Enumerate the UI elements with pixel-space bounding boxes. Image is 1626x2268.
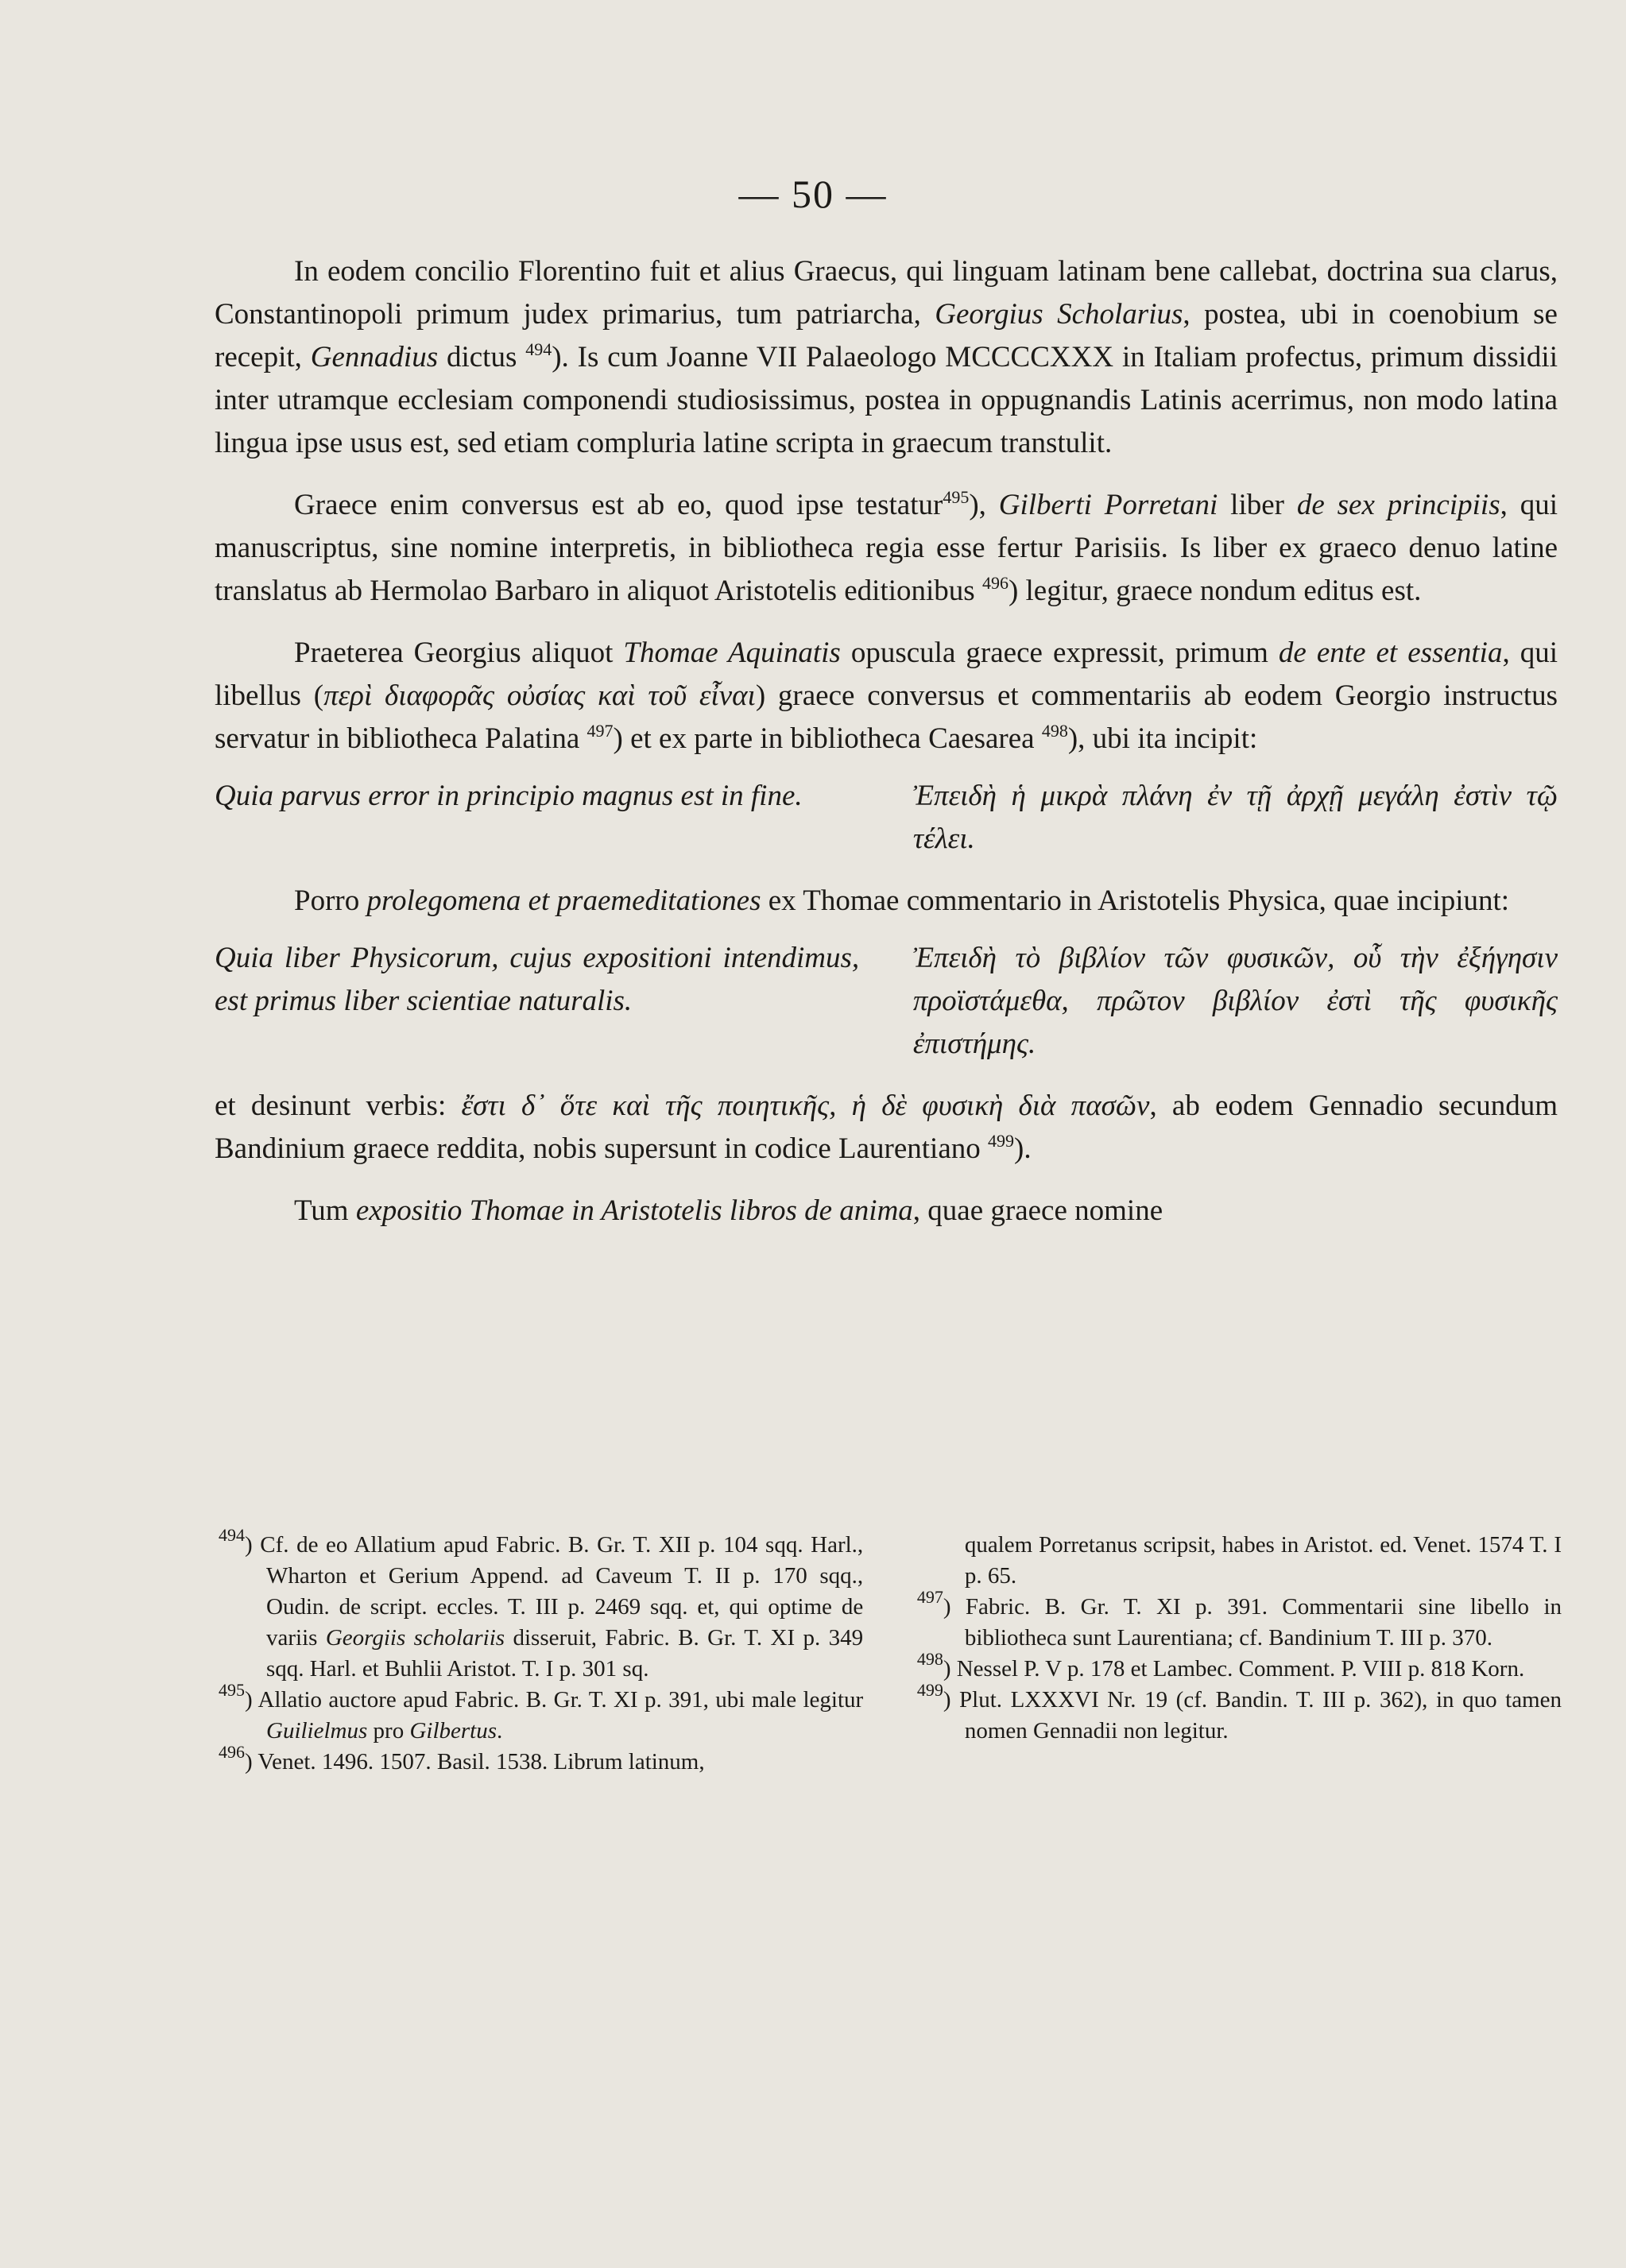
footnotes-left-column — [219, 1525, 864, 1778]
italic-name: Thomae Aquinatis — [623, 637, 841, 669]
footnotes-right-column — [917, 1530, 1562, 1778]
text-run: ) Allatio auctore apud Fabric. B. Gr. T. XI p. 391, ubi male legitur — [245, 1687, 864, 1713]
main-text — [215, 250, 1558, 1233]
latin-quote: Quia parvus error in principio magnus est in fine. — [215, 780, 803, 812]
footnote-ref: 498 — [1041, 721, 1068, 741]
footnote-ref: 494 — [525, 339, 552, 359]
text-run: ex Thomae commentario in Aristotelis Physica, quae incipiunt: — [761, 884, 1510, 917]
footnote-497 — [916, 1587, 1562, 1654]
footnote-496 — [219, 1742, 863, 1778]
text-run: , quae graece nomine — [912, 1194, 1163, 1227]
text-run: , postea, ubi in coenobium se recepit, — [215, 298, 1558, 373]
text-run: Tum — [294, 1194, 356, 1227]
paragraph-5 — [215, 1085, 1558, 1171]
text-run: ), — [969, 489, 999, 521]
greek-phrase: ἔστι δ᾽ ὅτε καὶ τῆς ποιητικῆς, ἡ δὲ φυσικὴ διὰ πασῶν — [461, 1089, 1150, 1122]
text-run: disseruit, Fabric. B. Gr. T. XI p. 349 sqq. Harl. et Buhlii Aristot. T. I p. 301 sq. — [266, 1625, 864, 1682]
text-run: opuscula graece expressit, primum — [840, 637, 1279, 669]
text-run: ) Cf. de eo Allatium apud Fabric. B. Gr. T. XII p. 104 sqq. Harl., Wharton et Gerium Append. ad Caveum T. II p. 170 sqq., Oudin. de script. eccles. T. III p. 2469 sqq. et, qui optime de variis — [245, 1532, 864, 1651]
footnote-ref: 496 — [981, 573, 1009, 593]
quotation-2 — [215, 937, 1558, 1066]
text-run: . — [497, 1718, 503, 1744]
greek-quote: Ἐπειδὴ τὸ βιβλίον τῶν φυσικῶν, οὗ τὴν ἐξήγησιν προϊστάμεθα, πρῶτον βιβλίον ἐστὶ τῆς φυσικῆς ἐπιστήμης. — [912, 942, 1558, 1060]
text-run: ) graece conversus et commentariis ab eodem Georgio instructus servatur in bibliotheca Palatina — [215, 679, 1558, 755]
footnote-mark: 497 — [916, 1587, 943, 1607]
paragraph-3 — [215, 632, 1558, 761]
footnote-mark: 495 — [219, 1680, 245, 1700]
footnote-496-continued: qualem Porretanus scripsit, habes in Aristot. ed. Venet. 1574 T. I p. 65. — [964, 1532, 1562, 1589]
footnote-ref: 499 — [988, 1131, 1015, 1151]
text-run: pro — [367, 1718, 410, 1744]
footnote-ref: 495 — [943, 487, 970, 507]
text-run: et desinunt verbis: — [215, 1089, 462, 1122]
footnote-494 — [219, 1525, 864, 1685]
text-run: ) Fabric. B. Gr. T. XI p. 391. Commentarii sine libello in bibliotheca sunt Laurentiana; cf. Bandinium T. III p. 370. — [943, 1594, 1562, 1651]
text-run: ), ubi ita incipit: — [1067, 722, 1258, 755]
quotation-1 — [215, 775, 1558, 861]
italic-title: prolegomena et praemeditationes — [366, 884, 761, 917]
text-run: Graece enim conversus est ab eo, quod ipse testatur — [294, 489, 943, 521]
italic-name: Gilbertus — [409, 1718, 497, 1744]
italic-name: Georgiis scholariis — [325, 1625, 505, 1651]
text-run: Porro — [294, 884, 367, 917]
text-run: ) Nessel P. V p. 178 et Lambec. Comment. P. VIII p. 818 Korn. — [943, 1656, 1525, 1682]
footnote-499 — [916, 1680, 1562, 1747]
footnote-495 — [219, 1680, 864, 1747]
text-run: ) et ex parte in bibliotheca Caesarea — [613, 722, 1042, 755]
text-run: dictus — [438, 341, 526, 373]
paragraph-6 — [215, 1190, 1558, 1233]
text-run: ) legitur, graece nondum editus est. — [1008, 575, 1422, 607]
paragraph-4 — [215, 880, 1558, 923]
text-run: , qui manuscriptus, sine nomine interpretis, in bibliotheca regia esse fertur Parisiis. Is liber ex graeco denuo latine translatus ab Hermolao Barbaro in aliquot Aristotelis editionibus — [215, 489, 1558, 607]
footnote-ref: 497 — [587, 721, 614, 741]
text-run: liber — [1218, 489, 1297, 521]
page-number: — 50 — — [738, 172, 888, 216]
paragraph-1 — [215, 250, 1558, 465]
italic-name: Georgius Scholarius — [935, 298, 1183, 331]
footnote-mark: 494 — [219, 1525, 245, 1545]
text-run: ). Is cum Joanne VII Palaeologo MCCCCXXX in Italiam profectus, primum dissidii inter utramque ecclesiam componendi studiosissimus, postea in oppugnandis Latinis acerrimus, non modo latina lingua ipse usus est, sed etiam compluria latine scripta in graecum transtulit. — [215, 341, 1558, 459]
latin-quote: Quia liber Physicorum, cujus expositioni intendimus, est primus liber scientiae naturalis. — [215, 942, 860, 1017]
text-run: ). — [1014, 1132, 1032, 1165]
paragraph-2 — [215, 484, 1558, 613]
greek-quote: Ἐπειδὴ ἡ μικρὰ πλάνη ἐν τῇ ἀρχῇ μεγάλη ἐστὶν τῷ τέλει. — [912, 780, 1558, 855]
footnote-mark: 496 — [219, 1742, 245, 1762]
text-run: Praeterea Georgius aliquot — [294, 637, 624, 669]
text-run: , qui libellus ( — [215, 637, 1558, 712]
italic-name: Guilielmus — [266, 1718, 368, 1744]
italic-title: expositio Thomae in Aristotelis libros de anima — [355, 1194, 913, 1227]
italic-title: de ente et essentia — [1278, 637, 1503, 669]
text-run: In eodem concilio Florentino fuit et alius Graecus, qui linguam latinam bene callebat, doctrina sua clarus, Constantinopoli primum judex primarius, tum patriarcha, — [215, 255, 1558, 331]
italic-title: de sex principiis — [1296, 489, 1500, 521]
text-run: , ab eodem Gennadio secundum Bandinium graece reddita, nobis supersunt in codice Laurentiano — [215, 1089, 1558, 1165]
footnote-mark: 498 — [916, 1649, 943, 1669]
text-run: ) Plut. LXXXVI Nr. 19 (cf. Bandin. T. III p. 362), in quo tamen nomen Gennadii non legitur. — [943, 1687, 1562, 1744]
italic-name: Gilberti Porretani — [998, 489, 1218, 521]
italic-name: Gennadius — [310, 341, 439, 373]
footnote-mark: 499 — [916, 1680, 943, 1700]
text-run: ) Venet. 1496. 1507. Basil. 1538. Librum latinum, — [245, 1749, 705, 1775]
greek-title: περὶ διαφορᾶς οὐσίας καὶ τοῦ εἶναι — [323, 679, 756, 712]
footnote-498 — [916, 1649, 1562, 1685]
footnotes — [219, 1525, 1562, 1778]
